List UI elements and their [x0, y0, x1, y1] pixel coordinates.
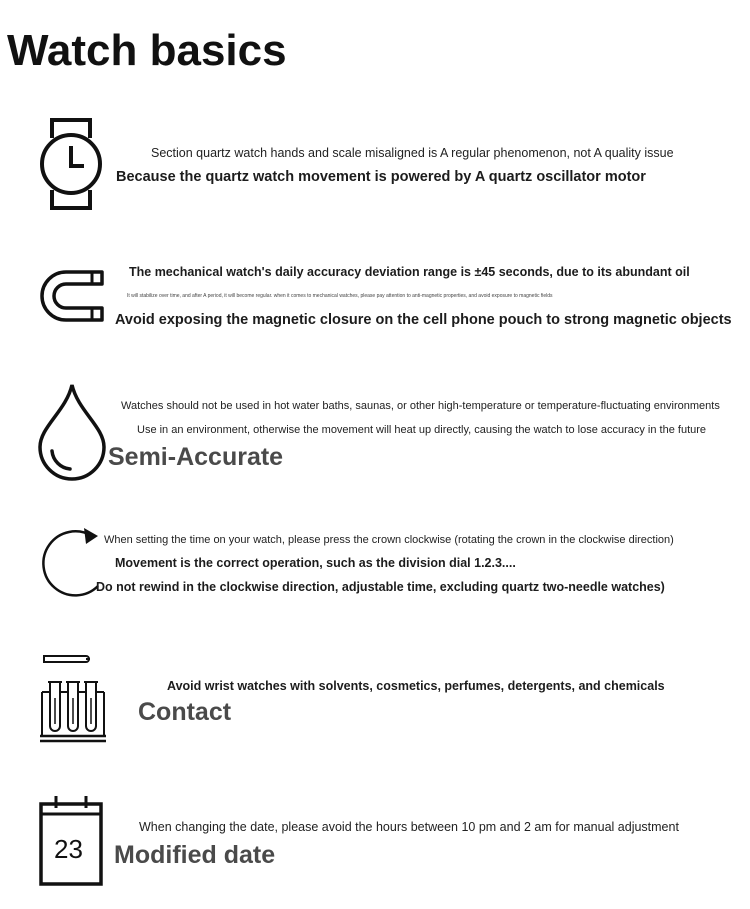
- crown-line-3: Do not rewind in the clockwise direction, adjustable time, excluding quartz two-needle watches): [96, 580, 665, 594]
- water-line-1: Watches should not be used in hot water baths, saunas, or other high-temperature or temperature-fluctuating environments: [121, 400, 720, 412]
- chemicals-heading: Contact: [138, 698, 232, 726]
- chemicals-line-1: Avoid wrist watches with solvents, cosmetics, perfumes, detergents, and chemicals: [167, 679, 665, 693]
- rotate-clockwise-icon: [38, 526, 102, 606]
- page-title: Watch basics: [7, 26, 287, 75]
- magnetic-line-3: Avoid exposing the magnetic closure on the cell phone pouch to strong magnetic objects: [115, 312, 732, 328]
- magnetic-line-1: The mechanical watch's daily accuracy deviation range is ±45 seconds, due to its abundant oil: [129, 265, 690, 279]
- test-tubes-icon: [38, 652, 108, 744]
- water-line-2: Use in an environment, otherwise the movement will heat up directly, causing the watch to lose accuracy in the future: [137, 424, 707, 436]
- crown-line-1: When setting the time on your watch, please press the crown clockwise (rotating the crown in the clockwise direction): [104, 534, 674, 546]
- quartz-line-1: Section quartz watch hands and scale misaligned is A regular phenomenon, not A quality issue: [151, 146, 674, 160]
- crown-line-2: Movement is the correct operation, such as the division dial 1.2.3....: [115, 556, 516, 570]
- water-heading: Semi-Accurate: [108, 443, 284, 471]
- clock-icon: [38, 116, 104, 212]
- magnetic-line-2: It will stabilize over time, and after A period, it will become regular. when it comes to mechanical watches, please pay attention to anti-magnetic properties, and avoid exposure to magnetic fields: [127, 293, 553, 299]
- magnet-icon: [38, 268, 108, 324]
- water-drop-icon: [36, 381, 108, 481]
- quartz-line-2: Because the quartz watch movement is powered by A quartz oscillator motor: [116, 169, 646, 185]
- date-heading: Modified date: [114, 841, 276, 869]
- calendar-number: 23: [54, 834, 83, 864]
- date-line-1: When changing the date, please avoid the hours between 10 pm and 2 am for manual adjustment: [139, 820, 679, 834]
